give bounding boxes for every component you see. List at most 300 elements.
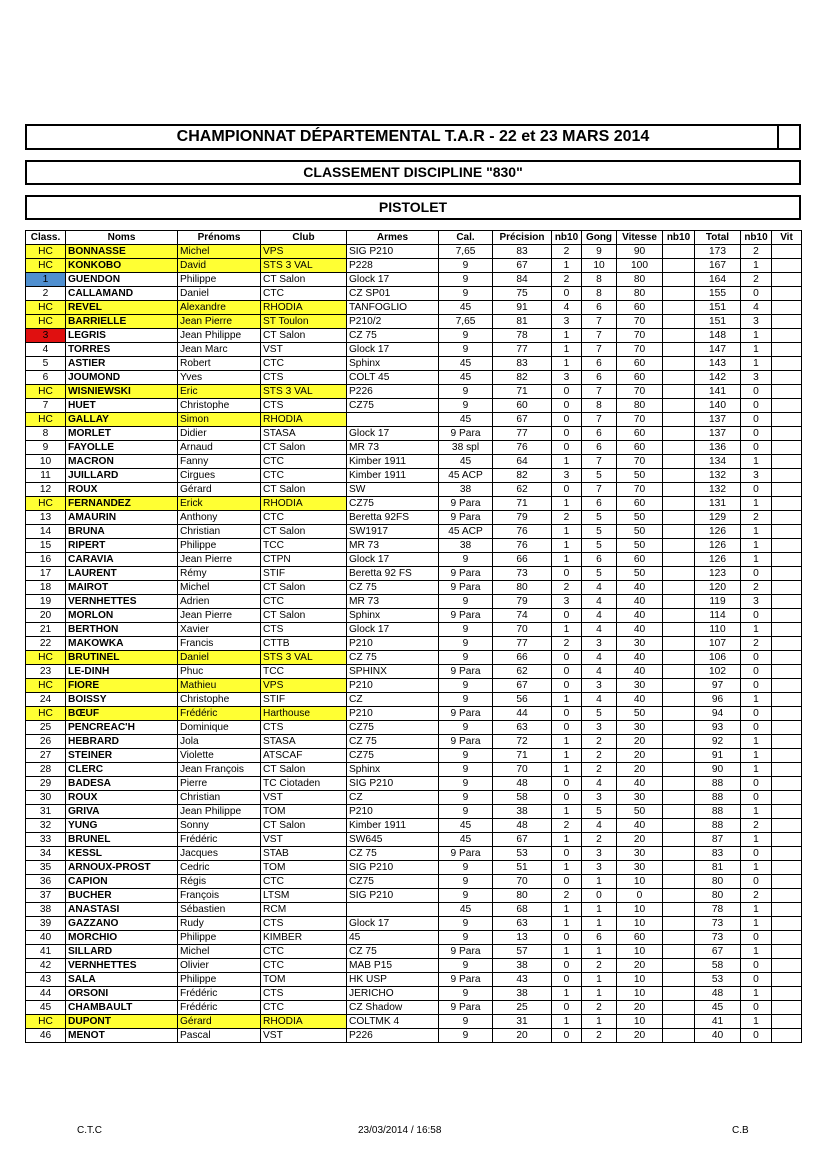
table-row: [26, 707, 802, 721]
cell-total: 173: [695, 245, 741, 259]
cell-nb10-c: 0: [741, 427, 772, 441]
cell-class: 37: [26, 889, 66, 903]
cell-nom: JOUMOND: [66, 371, 178, 385]
cell-nom: BŒUF: [66, 707, 178, 721]
cell-nb10-c: 1: [741, 259, 772, 273]
cell-precision: 83: [493, 245, 552, 259]
cell-vitesse: 30: [617, 679, 663, 693]
table-row: [26, 343, 802, 357]
cell-nom: JUILLARD: [66, 469, 178, 483]
cell-vitesse: 70: [617, 483, 663, 497]
cell-total: 73: [695, 931, 741, 945]
cell-class: 36: [26, 875, 66, 889]
cell-class: HC: [26, 651, 66, 665]
cell-arme: P228: [347, 259, 439, 273]
cell-vit: [772, 693, 802, 707]
cell-arme: Beretta 92FS: [347, 511, 439, 525]
cell-nb10-b: [663, 525, 695, 539]
cell-total: 126: [695, 525, 741, 539]
table-row: [26, 847, 802, 861]
cell-prenom: Yves: [178, 371, 261, 385]
cell-total: 58: [695, 959, 741, 973]
cell-nb10-c: 0: [741, 609, 772, 623]
cell-nb10-a: 0: [552, 875, 582, 889]
cell-precision: 76: [493, 441, 552, 455]
cell-nb10-a: 1: [552, 343, 582, 357]
cell-cal: 9: [439, 959, 493, 973]
cell-vit: [772, 1029, 802, 1043]
cell-vit: [772, 483, 802, 497]
cell-precision: 71: [493, 749, 552, 763]
cell-vit: [772, 343, 802, 357]
cell-arme: SIG P210: [347, 777, 439, 791]
cell-class: 24: [26, 693, 66, 707]
cell-class: 23: [26, 665, 66, 679]
cell-vit: [772, 371, 802, 385]
cell-nb10-a: 2: [552, 889, 582, 903]
cell-arme: Kimber 1911: [347, 819, 439, 833]
cell-gong: 2: [582, 749, 617, 763]
table-row: [26, 931, 802, 945]
column-header-nb10-c: nb10: [741, 231, 772, 245]
cell-class: 28: [26, 763, 66, 777]
cell-precision: 53: [493, 847, 552, 861]
column-header-vitesse: Vitesse: [617, 231, 663, 245]
cell-prenom: Pascal: [178, 1029, 261, 1043]
cell-nb10-c: 1: [741, 455, 772, 469]
cell-prenom: Erick: [178, 497, 261, 511]
cell-precision: 20: [493, 1029, 552, 1043]
column-header-total: Total: [695, 231, 741, 245]
cell-total: 96: [695, 693, 741, 707]
cell-nb10-b: [663, 819, 695, 833]
cell-arme: Glock 17: [347, 917, 439, 931]
cell-vitesse: 70: [617, 329, 663, 343]
cell-nb10-b: [663, 875, 695, 889]
cell-arme: [347, 903, 439, 917]
cell-prenom: Frédéric: [178, 1001, 261, 1015]
cell-vit: [772, 707, 802, 721]
cell-nb10-c: 1: [741, 987, 772, 1001]
cell-prenom: Dominique: [178, 721, 261, 735]
cell-vitesse: 90: [617, 245, 663, 259]
cell-vitesse: 60: [617, 931, 663, 945]
cell-prenom: David: [178, 259, 261, 273]
cell-club: STIF: [261, 567, 347, 581]
cell-total: 164: [695, 273, 741, 287]
cell-class: 31: [26, 805, 66, 819]
cell-nb10-a: 3: [552, 595, 582, 609]
cell-cal: 9 Para: [439, 945, 493, 959]
cell-nom: TORRES: [66, 343, 178, 357]
cell-arme: MR 73: [347, 539, 439, 553]
column-header-class: Class.: [26, 231, 66, 245]
cell-nom: MAKOWKA: [66, 637, 178, 651]
cell-nom: CALLAMAND: [66, 287, 178, 301]
cell-club: CT Salon: [261, 525, 347, 539]
cell-total: 81: [695, 861, 741, 875]
cell-cal: 9 Para: [439, 973, 493, 987]
cell-cal: 9: [439, 343, 493, 357]
cell-nb10-b: [663, 889, 695, 903]
cell-arme: SPHINX: [347, 665, 439, 679]
cell-precision: 91: [493, 301, 552, 315]
cell-nb10-c: 1: [741, 693, 772, 707]
cell-gong: 6: [582, 497, 617, 511]
cell-vit: [772, 945, 802, 959]
cell-gong: 1: [582, 875, 617, 889]
cell-nb10-a: 1: [552, 763, 582, 777]
cell-vitesse: 20: [617, 749, 663, 763]
footer-initials: C.B: [732, 1125, 749, 1136]
cell-total: 119: [695, 595, 741, 609]
cell-cal: 38: [439, 539, 493, 553]
cell-gong: 8: [582, 287, 617, 301]
cell-club: CTC: [261, 945, 347, 959]
cell-nb10-c: 0: [741, 1029, 772, 1043]
cell-cal: 9: [439, 875, 493, 889]
cell-total: 107: [695, 637, 741, 651]
cell-nb10-b: [663, 679, 695, 693]
cell-gong: 1: [582, 945, 617, 959]
cell-vit: [772, 973, 802, 987]
cell-club: CTS: [261, 917, 347, 931]
cell-prenom: Jean Pierre: [178, 609, 261, 623]
cell-class: 29: [26, 777, 66, 791]
cell-club: CTS: [261, 623, 347, 637]
cell-nb10-c: 2: [741, 245, 772, 259]
cell-precision: 57: [493, 945, 552, 959]
cell-total: 142: [695, 371, 741, 385]
category-title: PISTOLET: [378, 199, 448, 215]
cell-nb10-a: 1: [552, 539, 582, 553]
table-row: [26, 833, 802, 847]
cell-club: CT Salon: [261, 483, 347, 497]
table-row: [26, 1029, 802, 1043]
cell-arme: SIG P210: [347, 245, 439, 259]
cell-vitesse: 40: [617, 777, 663, 791]
cell-precision: 70: [493, 875, 552, 889]
cell-class: 42: [26, 959, 66, 973]
cell-nom: BRUTINEL: [66, 651, 178, 665]
cell-precision: 64: [493, 455, 552, 469]
cell-vit: [772, 1001, 802, 1015]
cell-total: 151: [695, 301, 741, 315]
cell-club: TCC: [261, 539, 347, 553]
cell-nb10-b: [663, 637, 695, 651]
footer-club: C.T.C: [77, 1125, 102, 1136]
cell-class: 26: [26, 735, 66, 749]
cell-vit: [772, 833, 802, 847]
cell-vitesse: 50: [617, 707, 663, 721]
cell-total: 147: [695, 343, 741, 357]
cell-club: CT Salon: [261, 441, 347, 455]
cell-nb10-a: 2: [552, 581, 582, 595]
cell-nb10-a: 0: [552, 413, 582, 427]
cell-precision: 70: [493, 623, 552, 637]
cell-precision: 77: [493, 637, 552, 651]
cell-arme: [347, 413, 439, 427]
cell-nb10-a: 0: [552, 791, 582, 805]
cell-club: VST: [261, 833, 347, 847]
cell-gong: 6: [582, 357, 617, 371]
cell-cal: 9: [439, 273, 493, 287]
cell-nb10-a: 0: [552, 651, 582, 665]
cell-vit: [772, 581, 802, 595]
cell-precision: 79: [493, 595, 552, 609]
cell-nom: MORLET: [66, 427, 178, 441]
cell-class: 32: [26, 819, 66, 833]
table-row: [26, 609, 802, 623]
cell-prenom: Xavier: [178, 623, 261, 637]
cell-prenom: Phuc: [178, 665, 261, 679]
cell-nb10-a: 1: [552, 693, 582, 707]
cell-club: CTC: [261, 959, 347, 973]
cell-vit: [772, 651, 802, 665]
cell-nb10-b: [663, 721, 695, 735]
cell-nb10-b: [663, 623, 695, 637]
cell-precision: 58: [493, 791, 552, 805]
cell-class: 19: [26, 595, 66, 609]
cell-arme: 45: [347, 931, 439, 945]
cell-gong: 2: [582, 1029, 617, 1043]
table-row: [26, 805, 802, 819]
cell-cal: 45: [439, 301, 493, 315]
cell-precision: 63: [493, 721, 552, 735]
cell-arme: P210: [347, 707, 439, 721]
cell-precision: 56: [493, 693, 552, 707]
cell-nb10-a: 0: [552, 287, 582, 301]
table-row: [26, 763, 802, 777]
cell-nom: VERNHETTES: [66, 595, 178, 609]
cell-vit: [772, 623, 802, 637]
cell-precision: 78: [493, 329, 552, 343]
cell-vit: [772, 861, 802, 875]
cell-club: TOM: [261, 805, 347, 819]
cell-nb10-c: 0: [741, 791, 772, 805]
cell-nb10-b: [663, 329, 695, 343]
cell-nom: ROUX: [66, 483, 178, 497]
cell-nb10-b: [663, 539, 695, 553]
cell-prenom: Adrien: [178, 595, 261, 609]
cell-club: STASA: [261, 735, 347, 749]
cell-class: 20: [26, 609, 66, 623]
cell-precision: 82: [493, 371, 552, 385]
cell-club: CT Salon: [261, 819, 347, 833]
cell-nb10-a: 1: [552, 1015, 582, 1029]
cell-vitesse: 10: [617, 987, 663, 1001]
cell-cal: 45: [439, 413, 493, 427]
cell-vitesse: 80: [617, 273, 663, 287]
cell-nb10-b: [663, 497, 695, 511]
table-row: [26, 273, 802, 287]
cell-gong: 7: [582, 483, 617, 497]
cell-nom: GUENDON: [66, 273, 178, 287]
cell-nb10-c: 2: [741, 637, 772, 651]
cell-nb10-a: 1: [552, 525, 582, 539]
cell-prenom: Jean Philippe: [178, 329, 261, 343]
cell-prenom: Frédéric: [178, 987, 261, 1001]
cell-nb10-b: [663, 483, 695, 497]
cell-cal: 45: [439, 357, 493, 371]
cell-class: 25: [26, 721, 66, 735]
table-row: [26, 329, 802, 343]
table-row: [26, 371, 802, 385]
table-row: [26, 917, 802, 931]
cell-vit: [772, 917, 802, 931]
cell-nb10-a: 0: [552, 777, 582, 791]
cell-nom: FERNANDEZ: [66, 497, 178, 511]
cell-arme: P226: [347, 1029, 439, 1043]
cell-club: ST Toulon: [261, 315, 347, 329]
cell-nb10-a: 1: [552, 805, 582, 819]
cell-arme: CZ75: [347, 721, 439, 735]
cell-total: 92: [695, 735, 741, 749]
cell-nb10-c: 1: [741, 861, 772, 875]
table-body: [26, 245, 802, 1043]
table-row: [26, 861, 802, 875]
table-row: [26, 567, 802, 581]
cell-prenom: Arnaud: [178, 441, 261, 455]
cell-prenom: Michel: [178, 945, 261, 959]
cell-cal: 9 Para: [439, 1001, 493, 1015]
cell-gong: 2: [582, 763, 617, 777]
cell-nb10-a: 1: [552, 903, 582, 917]
cell-club: VST: [261, 343, 347, 357]
cell-nb10-c: 0: [741, 385, 772, 399]
column-header-cal: Cal.: [439, 231, 493, 245]
cell-nb10-b: [663, 511, 695, 525]
cell-cal: 9: [439, 931, 493, 945]
table-row: [26, 945, 802, 959]
cell-precision: 48: [493, 777, 552, 791]
cell-prenom: Philippe: [178, 273, 261, 287]
cell-vitesse: 40: [617, 623, 663, 637]
cell-total: 140: [695, 399, 741, 413]
cell-nb10-b: [663, 427, 695, 441]
cell-nb10-a: 1: [552, 749, 582, 763]
cell-nb10-a: 3: [552, 315, 582, 329]
cell-vit: [772, 259, 802, 273]
cell-nb10-a: 0: [552, 609, 582, 623]
cell-cal: 9 Para: [439, 567, 493, 581]
cell-arme: SIG P210: [347, 861, 439, 875]
cell-total: 80: [695, 889, 741, 903]
cell-class: 17: [26, 567, 66, 581]
table-row: [26, 469, 802, 483]
cell-vit: [772, 749, 802, 763]
cell-nom: BOISSY: [66, 693, 178, 707]
cell-club: KIMBER: [261, 931, 347, 945]
cell-gong: 4: [582, 581, 617, 595]
cell-vitesse: 100: [617, 259, 663, 273]
cell-club: CTC: [261, 469, 347, 483]
cell-nb10-b: [663, 259, 695, 273]
cell-gong: 4: [582, 777, 617, 791]
cell-prenom: Christophe: [178, 693, 261, 707]
table-row: [26, 693, 802, 707]
cell-cal: 9: [439, 889, 493, 903]
cell-vitesse: 60: [617, 301, 663, 315]
cell-prenom: François: [178, 889, 261, 903]
cell-arme: HK USP: [347, 973, 439, 987]
cell-class: 30: [26, 791, 66, 805]
cell-cal: 9: [439, 987, 493, 1001]
cell-prenom: Anthony: [178, 511, 261, 525]
cell-precision: 76: [493, 525, 552, 539]
table-row: [26, 973, 802, 987]
cell-nb10-a: 1: [552, 329, 582, 343]
cell-nom: ASTIER: [66, 357, 178, 371]
cell-club: CTC: [261, 357, 347, 371]
cell-club: TC Ciotaden: [261, 777, 347, 791]
cell-cal: 9 Para: [439, 497, 493, 511]
cell-prenom: Olivier: [178, 959, 261, 973]
cell-precision: 72: [493, 735, 552, 749]
cell-nb10-a: 1: [552, 735, 582, 749]
cell-club: STAB: [261, 847, 347, 861]
column-header-nb10-b: nb10: [663, 231, 695, 245]
cell-nb10-a: 0: [552, 707, 582, 721]
table-row: [26, 875, 802, 889]
cell-total: 129: [695, 511, 741, 525]
cell-prenom: Philippe: [178, 973, 261, 987]
cell-nom: WISNIEWSKI: [66, 385, 178, 399]
cell-vitesse: 10: [617, 973, 663, 987]
cell-total: 134: [695, 455, 741, 469]
cell-nb10-b: [663, 273, 695, 287]
cell-nom: STEINER: [66, 749, 178, 763]
cell-nb10-c: 1: [741, 539, 772, 553]
cell-nom: CAPION: [66, 875, 178, 889]
cell-precision: 66: [493, 553, 552, 567]
cell-precision: 62: [493, 483, 552, 497]
cell-total: 97: [695, 679, 741, 693]
cell-class: HC: [26, 301, 66, 315]
cell-class: HC: [26, 245, 66, 259]
cell-gong: 3: [582, 847, 617, 861]
cell-nb10-a: 3: [552, 469, 582, 483]
cell-vit: [772, 959, 802, 973]
cell-gong: 7: [582, 455, 617, 469]
cell-total: 78: [695, 903, 741, 917]
cell-cal: 9: [439, 553, 493, 567]
table-row: [26, 595, 802, 609]
cell-vitesse: 10: [617, 1015, 663, 1029]
cell-nom: BONNASSE: [66, 245, 178, 259]
cell-gong: 8: [582, 273, 617, 287]
cell-gong: 6: [582, 371, 617, 385]
cell-nb10-a: 0: [552, 1001, 582, 1015]
cell-nb10-b: [663, 665, 695, 679]
cell-vit: [772, 301, 802, 315]
table-row: [26, 959, 802, 973]
cell-nb10-c: 2: [741, 581, 772, 595]
cell-cal: 9: [439, 763, 493, 777]
cell-nb10-b: [663, 287, 695, 301]
cell-vitesse: 70: [617, 413, 663, 427]
cell-cal: 9: [439, 637, 493, 651]
cell-nom: KESSL: [66, 847, 178, 861]
cell-precision: 80: [493, 889, 552, 903]
cell-nb10-a: 3: [552, 371, 582, 385]
cell-cal: 9 Para: [439, 511, 493, 525]
cell-vitesse: 60: [617, 441, 663, 455]
cell-arme: Glock 17: [347, 273, 439, 287]
cell-nom: RIPERT: [66, 539, 178, 553]
cell-vit: [772, 931, 802, 945]
cell-vit: [772, 805, 802, 819]
